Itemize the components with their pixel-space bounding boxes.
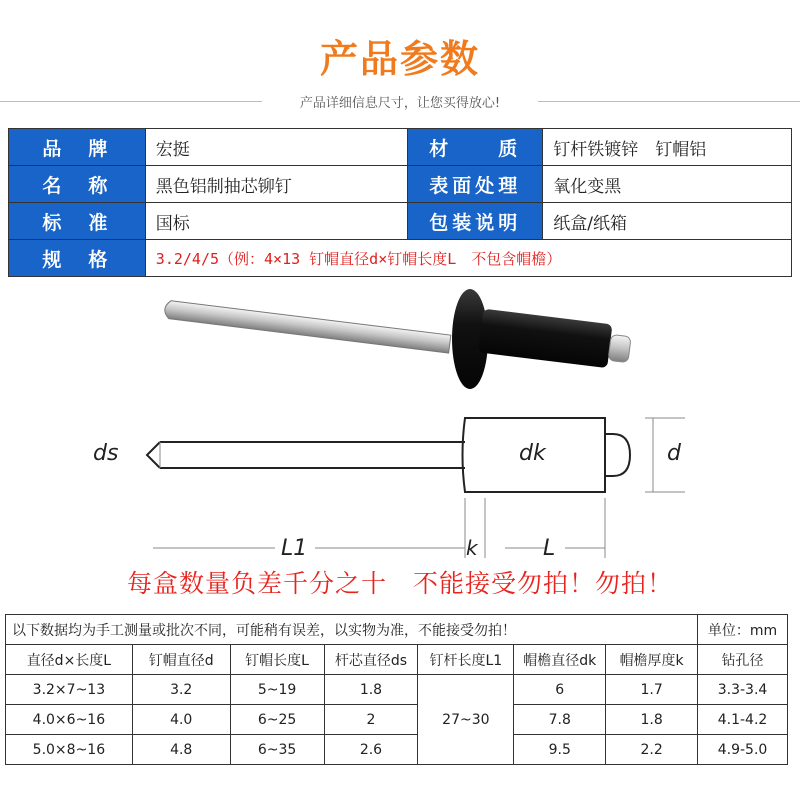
cell-mandrel-diameter: 2.6 <box>324 735 418 765</box>
page-title: 产品参数 <box>319 37 480 81</box>
cell-flange-thickness: 1.8 <box>606 705 698 735</box>
table-note-row <box>6 615 788 645</box>
quantity-warning: 每盒数量负差千分之十 不能接受勿拍！勿拍！ <box>126 569 673 598</box>
spec-label-packaging: 包装说明 <box>408 203 543 240</box>
spec-label-material: 材 质 <box>408 129 543 166</box>
header-cap-length: 钉帽长度L <box>230 645 324 675</box>
table-row <box>6 735 788 765</box>
cell-size: 3.2×7~13 <box>6 675 133 705</box>
header-mandrel-diameter: 杆芯直径ds <box>324 645 418 675</box>
spec-value-standard: 国标 <box>145 203 408 240</box>
cell-mandrel-diameter: 2 <box>324 705 418 735</box>
spec-row <box>9 203 792 240</box>
spec-value-surface: 氧化变黑 <box>543 166 792 203</box>
spec-label-size: 规 格 <box>9 240 146 277</box>
unit-label: 单位：mm <box>698 615 788 645</box>
cell-cap-diameter: 4.8 <box>132 735 230 765</box>
spec-row <box>9 166 792 203</box>
cell-flange-thickness: 2.2 <box>606 735 698 765</box>
label-L1: L1 <box>281 536 308 560</box>
header-mandrel-length: 钉杆长度L1 <box>418 645 514 675</box>
page-subtitle: 产品详细信息尺寸，让您买得放心! <box>299 96 501 111</box>
label-k: k <box>466 536 478 560</box>
spec-value-size: 3.2/4/5（例：4×13 钉帽直径d×钉帽长度L 不包含帽檐） <box>145 240 791 277</box>
cell-cap-length: 5~19 <box>230 675 324 705</box>
header-cap-diameter: 钉帽直径d <box>132 645 230 675</box>
measurement-note: 以下数据均为手工测量或批次不同，可能稍有误差，以实物为准，不能接受勿拍！ <box>6 615 698 645</box>
spec-value-material: 钉杆铁镀锌 钉帽铝 <box>543 129 792 166</box>
size-data-table <box>5 614 788 765</box>
cell-cap-diameter: 4.0 <box>132 705 230 735</box>
spec-label-brand: 品 牌 <box>9 129 146 166</box>
rivet-mandrel <box>164 300 451 353</box>
label-ds: ds <box>93 441 119 466</box>
cell-size: 4.0×6~16 <box>6 705 133 735</box>
rivet-technical-diagram <box>85 398 705 560</box>
spec-value-name: 黑色铝制抽芯铆钉 <box>145 166 408 203</box>
spec-label-surface: 表面处理 <box>408 166 543 203</box>
cell-drill-hole: 3.3-3.4 <box>698 675 788 705</box>
cell-drill-hole: 4.9-5.0 <box>698 735 788 765</box>
header-drill-hole: 钻孔径 <box>698 645 788 675</box>
table-header-row <box>6 645 788 675</box>
spec-row <box>9 129 792 166</box>
cell-flange-diameter: 6 <box>514 675 606 705</box>
table-row <box>6 705 788 735</box>
label-dk: dk <box>519 441 546 466</box>
rivet-product-photo <box>150 283 650 395</box>
spec-row <box>9 240 792 277</box>
spec-table <box>8 128 792 277</box>
cell-drill-hole: 4.1-4.2 <box>698 705 788 735</box>
spec-label-name: 名 称 <box>9 166 146 203</box>
cell-cap-length: 6~25 <box>230 705 324 735</box>
cell-mandrel-length: 27~30 <box>418 675 514 765</box>
spec-value-packaging: 纸盒/纸箱 <box>543 203 792 240</box>
spec-value-brand: 宏挺 <box>145 129 408 166</box>
header-flange-thickness: 帽檐厚度k <box>606 645 698 675</box>
cell-flange-thickness: 1.7 <box>606 675 698 705</box>
title-divider-right <box>538 101 800 102</box>
spec-label-standard: 标 准 <box>9 203 146 240</box>
cell-size: 5.0×8~16 <box>6 735 133 765</box>
cell-cap-diameter: 3.2 <box>132 675 230 705</box>
cell-flange-diameter: 9.5 <box>514 735 606 765</box>
rivet-body <box>478 309 632 371</box>
cell-mandrel-diameter: 1.8 <box>324 675 418 705</box>
header-size: 直径d×长度L <box>6 645 133 675</box>
cell-flange-diameter: 7.8 <box>514 705 606 735</box>
diagram-outline <box>147 418 630 492</box>
header-flange-diameter: 帽檐直径dk <box>514 645 606 675</box>
label-d: d <box>667 441 681 466</box>
cell-cap-length: 6~35 <box>230 735 324 765</box>
table-row <box>6 675 788 705</box>
label-L: L <box>543 536 556 560</box>
